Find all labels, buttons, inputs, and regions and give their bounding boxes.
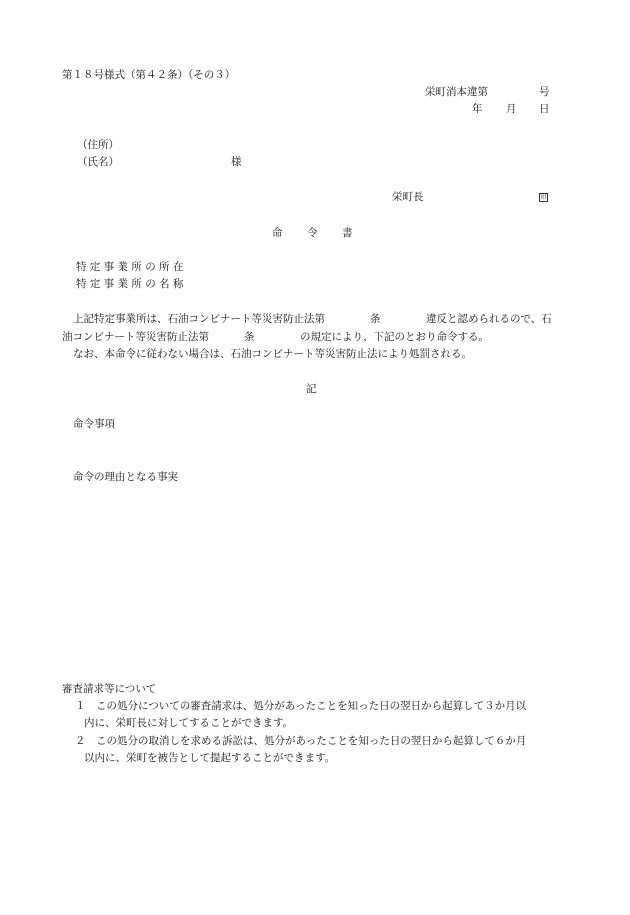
- form-number: 第１８号様式（第４２条）（その３）: [62, 69, 236, 81]
- body-line1-part3: 違反と認められるので、石: [426, 313, 552, 325]
- title-char-1: 命: [272, 227, 283, 239]
- body-line2-part1: 油コンビナート等災害防止法第: [62, 331, 209, 343]
- document-number-suffix: 号: [539, 86, 550, 98]
- body-line1-part1: 上記特定事業所は、石油コンビナート等災害防止法第: [73, 313, 325, 325]
- order-items-heading: 命令事項: [73, 418, 115, 430]
- appeal-heading: 審査請求等について: [62, 683, 157, 695]
- facility-name-label: 特 定 事 業 所 の 名 称: [76, 278, 184, 290]
- title-char-3: 書: [342, 227, 353, 239]
- honorific: 様: [231, 156, 242, 168]
- ki-mark: 記: [306, 383, 317, 395]
- date-day: 日: [539, 103, 550, 115]
- body-line2-part2: 条: [244, 331, 255, 343]
- appeal-item1-number: １: [75, 700, 86, 712]
- body-line3: なお、本命令に従わない場合は、石油コンビナート等災害防止法により処罰される。: [73, 348, 472, 360]
- date-month: 月: [506, 103, 517, 115]
- appeal-item2-line1: この処分の取消しを求める訴訟は、処分があったことを知った日の翌日から起算して６か月: [96, 735, 527, 747]
- issuer-title: 栄町長: [392, 191, 424, 203]
- reasons-heading: 命令の理由となる事実: [73, 471, 178, 483]
- facility-location-label: 特 定 事 業 所 の 所 在: [76, 261, 184, 273]
- body-line1-part2: 条: [370, 313, 381, 325]
- appeal-item2-line2: 以内に、栄町を被告として提起することができます。: [84, 752, 336, 764]
- appeal-item1-line2: 内に、栄町長に対してすることができます。: [84, 717, 294, 729]
- appeal-item1-line1: この処分についての審査請求は、処分があったことを知った日の翌日から起算して３か月以: [96, 700, 527, 712]
- title-char-2: 令: [307, 227, 318, 239]
- date-year: 年: [472, 103, 483, 115]
- name-label: （氏名）: [77, 156, 119, 168]
- document-number-prefix: 栄町消本違第: [425, 86, 488, 98]
- address-label: （住所）: [77, 139, 119, 151]
- body-line2-part3: の規定により、下記のとおり命令する。: [300, 331, 489, 343]
- appeal-item2-number: ２: [75, 735, 86, 747]
- seal-mark: 印: [540, 194, 547, 201]
